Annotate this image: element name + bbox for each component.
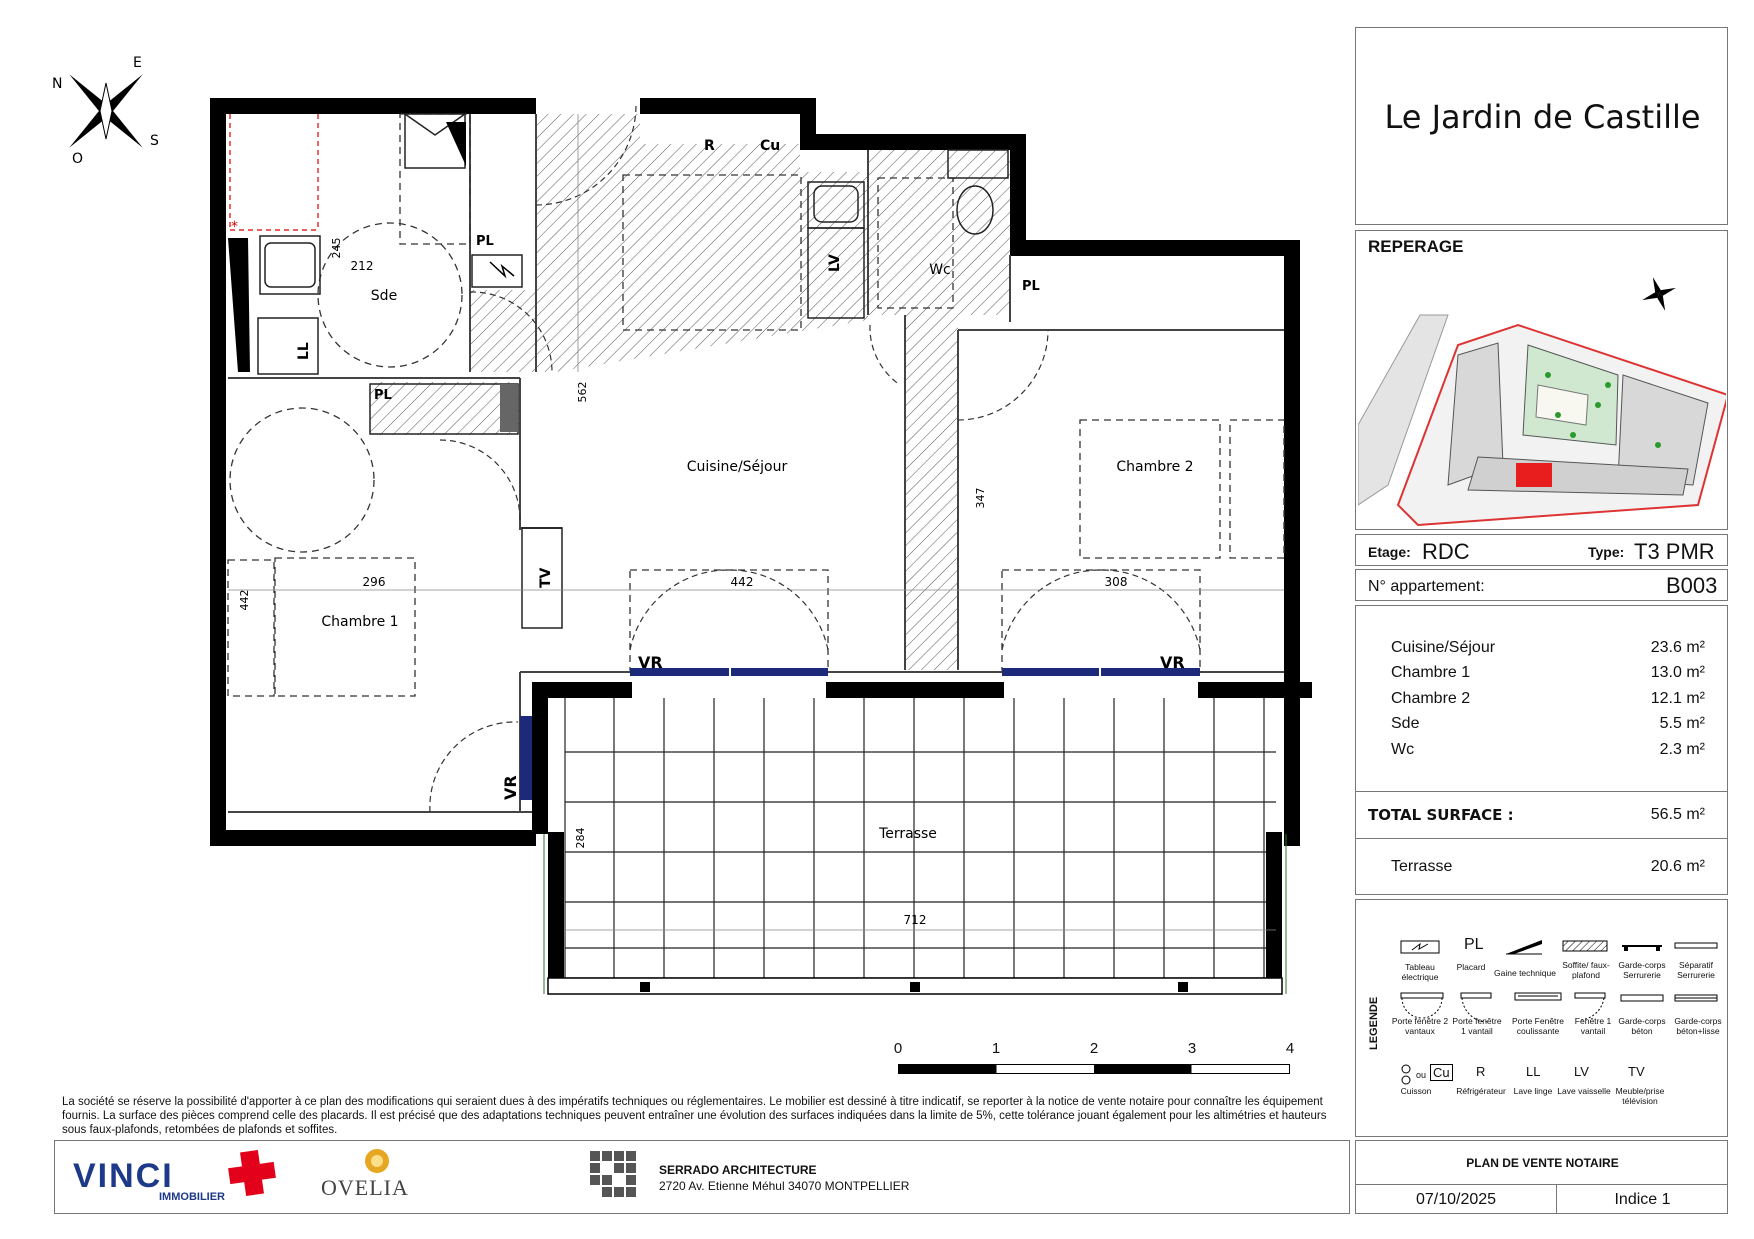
soffite-icon [1562,940,1608,952]
surface-room: Chambre 2 [1391,690,1471,707]
legende-box [1355,899,1728,1137]
room-cuisine-sejour: Cuisine/Séjour [686,459,788,475]
label-pl-chambre2: PL [1022,279,1040,294]
legende-title: LEGENDE [1368,996,1380,1050]
vinci-wordmark: VINCI [73,1157,174,1195]
disclaimer-text: La société se réserve la possibilité d'apporter à ce plan des modifications qui seraient dues à des impératifs techniques ou réglementaires. Le mobilier est dessiné à titre indicatif, se reporter à la notice de vente notaire pour connaître les équipement fournis. La surface des pièces comprend celle des placards. Il est précisé que des adaptations techniques peuvent entraîner une évolution des surfaces indiquées dans la limite de 5%, cette tolérance jouant également pour les altimétries et hauteurs sous faux-plafonds, retombées de plafonds et soffites. [62,1096,1327,1136]
legend-label: Garde-corps Serrurerie [1618,960,1666,980]
surface-room: Sde [1391,715,1420,732]
label-lv: LV [827,254,843,272]
logos-box [54,1140,1350,1214]
porte-fenetre-coulissante-icon [1514,992,1562,1004]
tableau-electrique-icon [1400,940,1440,954]
label-pl-sde: PL [476,234,494,249]
reperage-box [1355,230,1728,530]
surface-area: 23.6 m² [1650,639,1705,656]
etage-box [1355,534,1728,566]
electric-panel-icon [490,262,514,276]
room-wc: Wc [929,262,951,278]
cuisson-cu-symbol: Cu [1430,1064,1453,1081]
label-pl-chambre1: PL [374,388,392,403]
ovelia-wordmark: OVELIA [321,1175,409,1200]
dim-212: 212 [350,259,374,273]
ovelia-logo [321,1145,431,1211]
ovelia-flower-icon [355,1145,399,1175]
legend-label: Placard [1456,962,1486,972]
separatif-serrurerie-icon [1674,942,1718,950]
scale-tick-0: 0 [893,1040,903,1057]
lave-vaisselle-symbol: LV [1574,1064,1589,1079]
lave-linge-symbol: LL [1526,1064,1541,1079]
legend-label: Cuisson [1400,1086,1432,1096]
room-sde: Sde [370,288,398,304]
vinci-cross-icon [223,1147,293,1197]
type-value: T3 PMR [1634,539,1715,564]
site-plan-map [1358,285,1726,529]
plan-label: PLAN DE VENTE NOTAIRE [1466,1156,1619,1170]
title-box [1355,27,1728,225]
surface-area: 2.3 m² [1659,741,1705,758]
scale-bar [893,1040,1295,1090]
legend-label: Lave vaisselle [1557,1086,1611,1096]
legend-label: Garde-corps béton [1618,1016,1666,1036]
plan-date: 07/10/2025 [1415,1191,1497,1208]
etage-value: RDC [1422,539,1470,564]
label-tv: TV [538,567,554,588]
room-chambre-1: Chambre 1 [321,614,399,630]
legend-label: Porte Fenêtre coulissante [1512,1016,1564,1036]
label-cu: Cu [760,138,781,154]
dim-245: 245 [330,237,343,259]
gaine-technique-icon [1504,938,1544,956]
label-vr-cuisine: VR [638,653,663,672]
legend-label: Porte fenêtre 1 vantail [1452,1016,1502,1036]
surface-room: Cuisine/Séjour [1391,639,1496,656]
reperage-heading: REPERAGE [1368,237,1464,256]
terrasse-label: Terrasse [1391,858,1453,875]
dim-442-horizontal: 442 [730,575,754,589]
appartement-value: B003 [1666,573,1718,598]
total-surface-label: TOTAL SURFACE : [1368,806,1514,824]
cuisson-icon [1400,1064,1414,1088]
appartement-label: N° appartement: [1368,578,1485,595]
refrigerateur-symbol: R [1476,1064,1486,1079]
scale-tick-4: 4 [1285,1040,1295,1057]
dim-712: 712 [903,913,927,927]
label-r: R [704,138,715,154]
cuisson-ou: ou [1416,1070,1427,1080]
soffit-zones [370,114,1010,670]
compass-o: O [72,151,84,167]
serrado-logo-icon [590,1151,640,1203]
legend-label: Meuble/prise télévision [1615,1086,1665,1106]
garde-corps-serrurerie-icon [1620,942,1664,952]
dim-347: 347 [974,487,987,509]
placard-symbol: PL [1464,936,1484,953]
plan-indice: Indice 1 [1614,1191,1671,1208]
vinci-subtitle: IMMOBILIER [159,1191,225,1203]
legend-label: Garde-corps béton+lisse [1674,1016,1722,1036]
architect-address: 2720 Av. Etienne Méhul 34070 MONTPELLIER [659,1179,910,1193]
legend-label: Gaine technique [1494,968,1556,978]
scale-tick-3: 3 [1187,1040,1197,1057]
pmr-mark: * [231,219,238,235]
garde-corps-beton-icon [1620,994,1664,1004]
surface-room: Chambre 1 [1391,664,1471,681]
divider [1356,791,1727,792]
pmr-clearance [230,114,318,230]
vinci-logo [73,1157,293,1201]
appartement-box [1355,569,1728,601]
plan-info-box [1355,1140,1728,1214]
etage-label: Etage: [1368,544,1411,560]
legend-label: Porte fenêtre 2 vantaux [1391,1016,1449,1036]
dim-442-vertical: 442 [238,589,251,611]
garde-corps-beton-lisse-icon [1674,994,1718,1004]
dim-296: 296 [362,575,386,589]
compass-e: E [133,55,142,71]
surface-area: 13.0 m² [1650,664,1705,681]
legend-label: Soffite/ faux-plafond [1562,960,1610,980]
dim-284: 284 [574,827,587,849]
surface-room: Wc [1391,741,1415,758]
scale-tick-1: 1 [991,1040,1001,1057]
surfaces-box [1355,605,1728,895]
divider [1356,1184,1727,1185]
legend-label: Séparatif Serrurerie [1677,960,1715,980]
room-terrasse: Terrasse [879,826,937,842]
type-label: Type: [1588,544,1625,560]
architect-name: SERRADO ARCHITECTURE [659,1163,817,1177]
total-surface-value: 56.5 m² [1650,806,1705,823]
legend-label: Réfrigérateur [1456,1086,1506,1096]
legend-label: Tableau électrique [1401,962,1439,982]
label-vr-chambre1: VR [501,775,520,800]
dim-308: 308 [1104,575,1128,589]
compass-rose [40,45,170,175]
legend-label: Fenêtre 1 vantail [1574,1016,1612,1036]
scale-bar-graphic [898,1064,1290,1074]
project-title: Le Jardin de Castille [1384,98,1701,136]
compass-s: S [150,133,159,149]
surface-area: 5.5 m² [1659,715,1705,732]
terrasse-value: 20.6 m² [1650,858,1705,875]
compass-n: N [52,76,63,92]
legend-label: Lave linge [1513,1086,1553,1096]
room-chambre-2: Chambre 2 [1116,459,1194,475]
scale-tick-2: 2 [1089,1040,1099,1057]
divider [1356,838,1727,839]
label-ll: LL [296,342,312,360]
surface-area: 12.1 m² [1650,690,1705,707]
label-vr-chambre2: VR [1160,653,1185,672]
meuble-tv-symbol: TV [1628,1064,1645,1079]
dim-562: 562 [576,381,589,403]
